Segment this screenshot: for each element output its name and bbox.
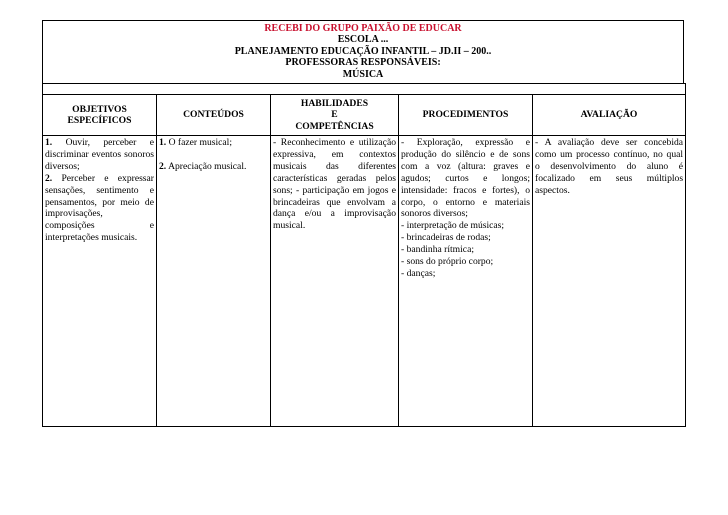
header-subject-line: MÚSICA: [342, 68, 384, 80]
conteudo-item: 1. O fazer musical;: [159, 137, 232, 149]
header-teachers-line: PROFESSORAS RESPONSÁVEIS:: [285, 57, 441, 69]
document-header: [42, 20, 684, 83]
column-header-row: [43, 95, 686, 136]
habilidades-cell: - Reconhecimento e utilização expressiva, em contextos musicais das diferentes características geradas pelos sons; - participação em jogos e brincadeiras que envolvam a dança e/ou a improvisação musical.: [271, 136, 399, 427]
conteudos-cell: [157, 136, 271, 427]
conteudo-item: 2. Apreciação musical.: [159, 160, 247, 172]
col-habilidades-header: HABILIDADES E COMPETÊNCIAS: [271, 95, 399, 136]
objetivo-item: 1. Ouvir, perceber e discriminar eventos sonoros diversos;: [45, 137, 154, 172]
col-conteudos-header: CONTEÚDOS: [157, 95, 271, 136]
header-planning-line: PLANEJAMENTO EDUCAÇÃO INFANTIL – JD.II – 200..: [234, 45, 492, 57]
procedimentos-cell: [399, 136, 533, 427]
procedimento-item: - brincadeiras de rodas;: [401, 232, 491, 244]
procedimento-main: - Exploração, expressão e produção do silêncio e de sons com a voz (altura: graves e agudos; curtos e longos; intensidade: fracos e fortes), o corpo, o entorno e materiais sonoros diversos;: [401, 137, 530, 220]
procedimento-item: - bandinha rítmica;: [401, 244, 474, 256]
col-objetivos-header: OBJETIVOS ESPECÍFICOS: [43, 95, 157, 136]
header-source-line: RECEBI DO GRUPO PAIXÃO DE EDUCAR: [264, 23, 462, 34]
planning-document: [42, 20, 684, 427]
col-procedimentos-header: PROCEDIMENTOS: [399, 95, 533, 136]
planning-table: [42, 83, 686, 427]
procedimento-item: - danças;: [401, 268, 436, 279]
spacer-row: [43, 84, 686, 95]
col-avaliacao-header: AVALIAÇÃO: [533, 95, 686, 136]
avaliacao-cell: - A avaliação deve ser concebida como um processo contínuo, no qual o desenvolvimento do aluno é focalizado em seus múltiplos aspectos.: [533, 136, 686, 427]
header-school-line: ESCOLA ...: [337, 34, 389, 46]
content-row: [43, 136, 686, 427]
objetivos-cell: [43, 136, 157, 427]
procedimento-item: - sons do próprio corpo;: [401, 256, 494, 268]
procedimento-item: - interpretação de músicas;: [401, 220, 505, 232]
objetivo-item: 2. Perceber e expressar sensações, sentimento e pensamentos, por meio de improvisações, composições e interpretações musicais.: [45, 172, 154, 244]
